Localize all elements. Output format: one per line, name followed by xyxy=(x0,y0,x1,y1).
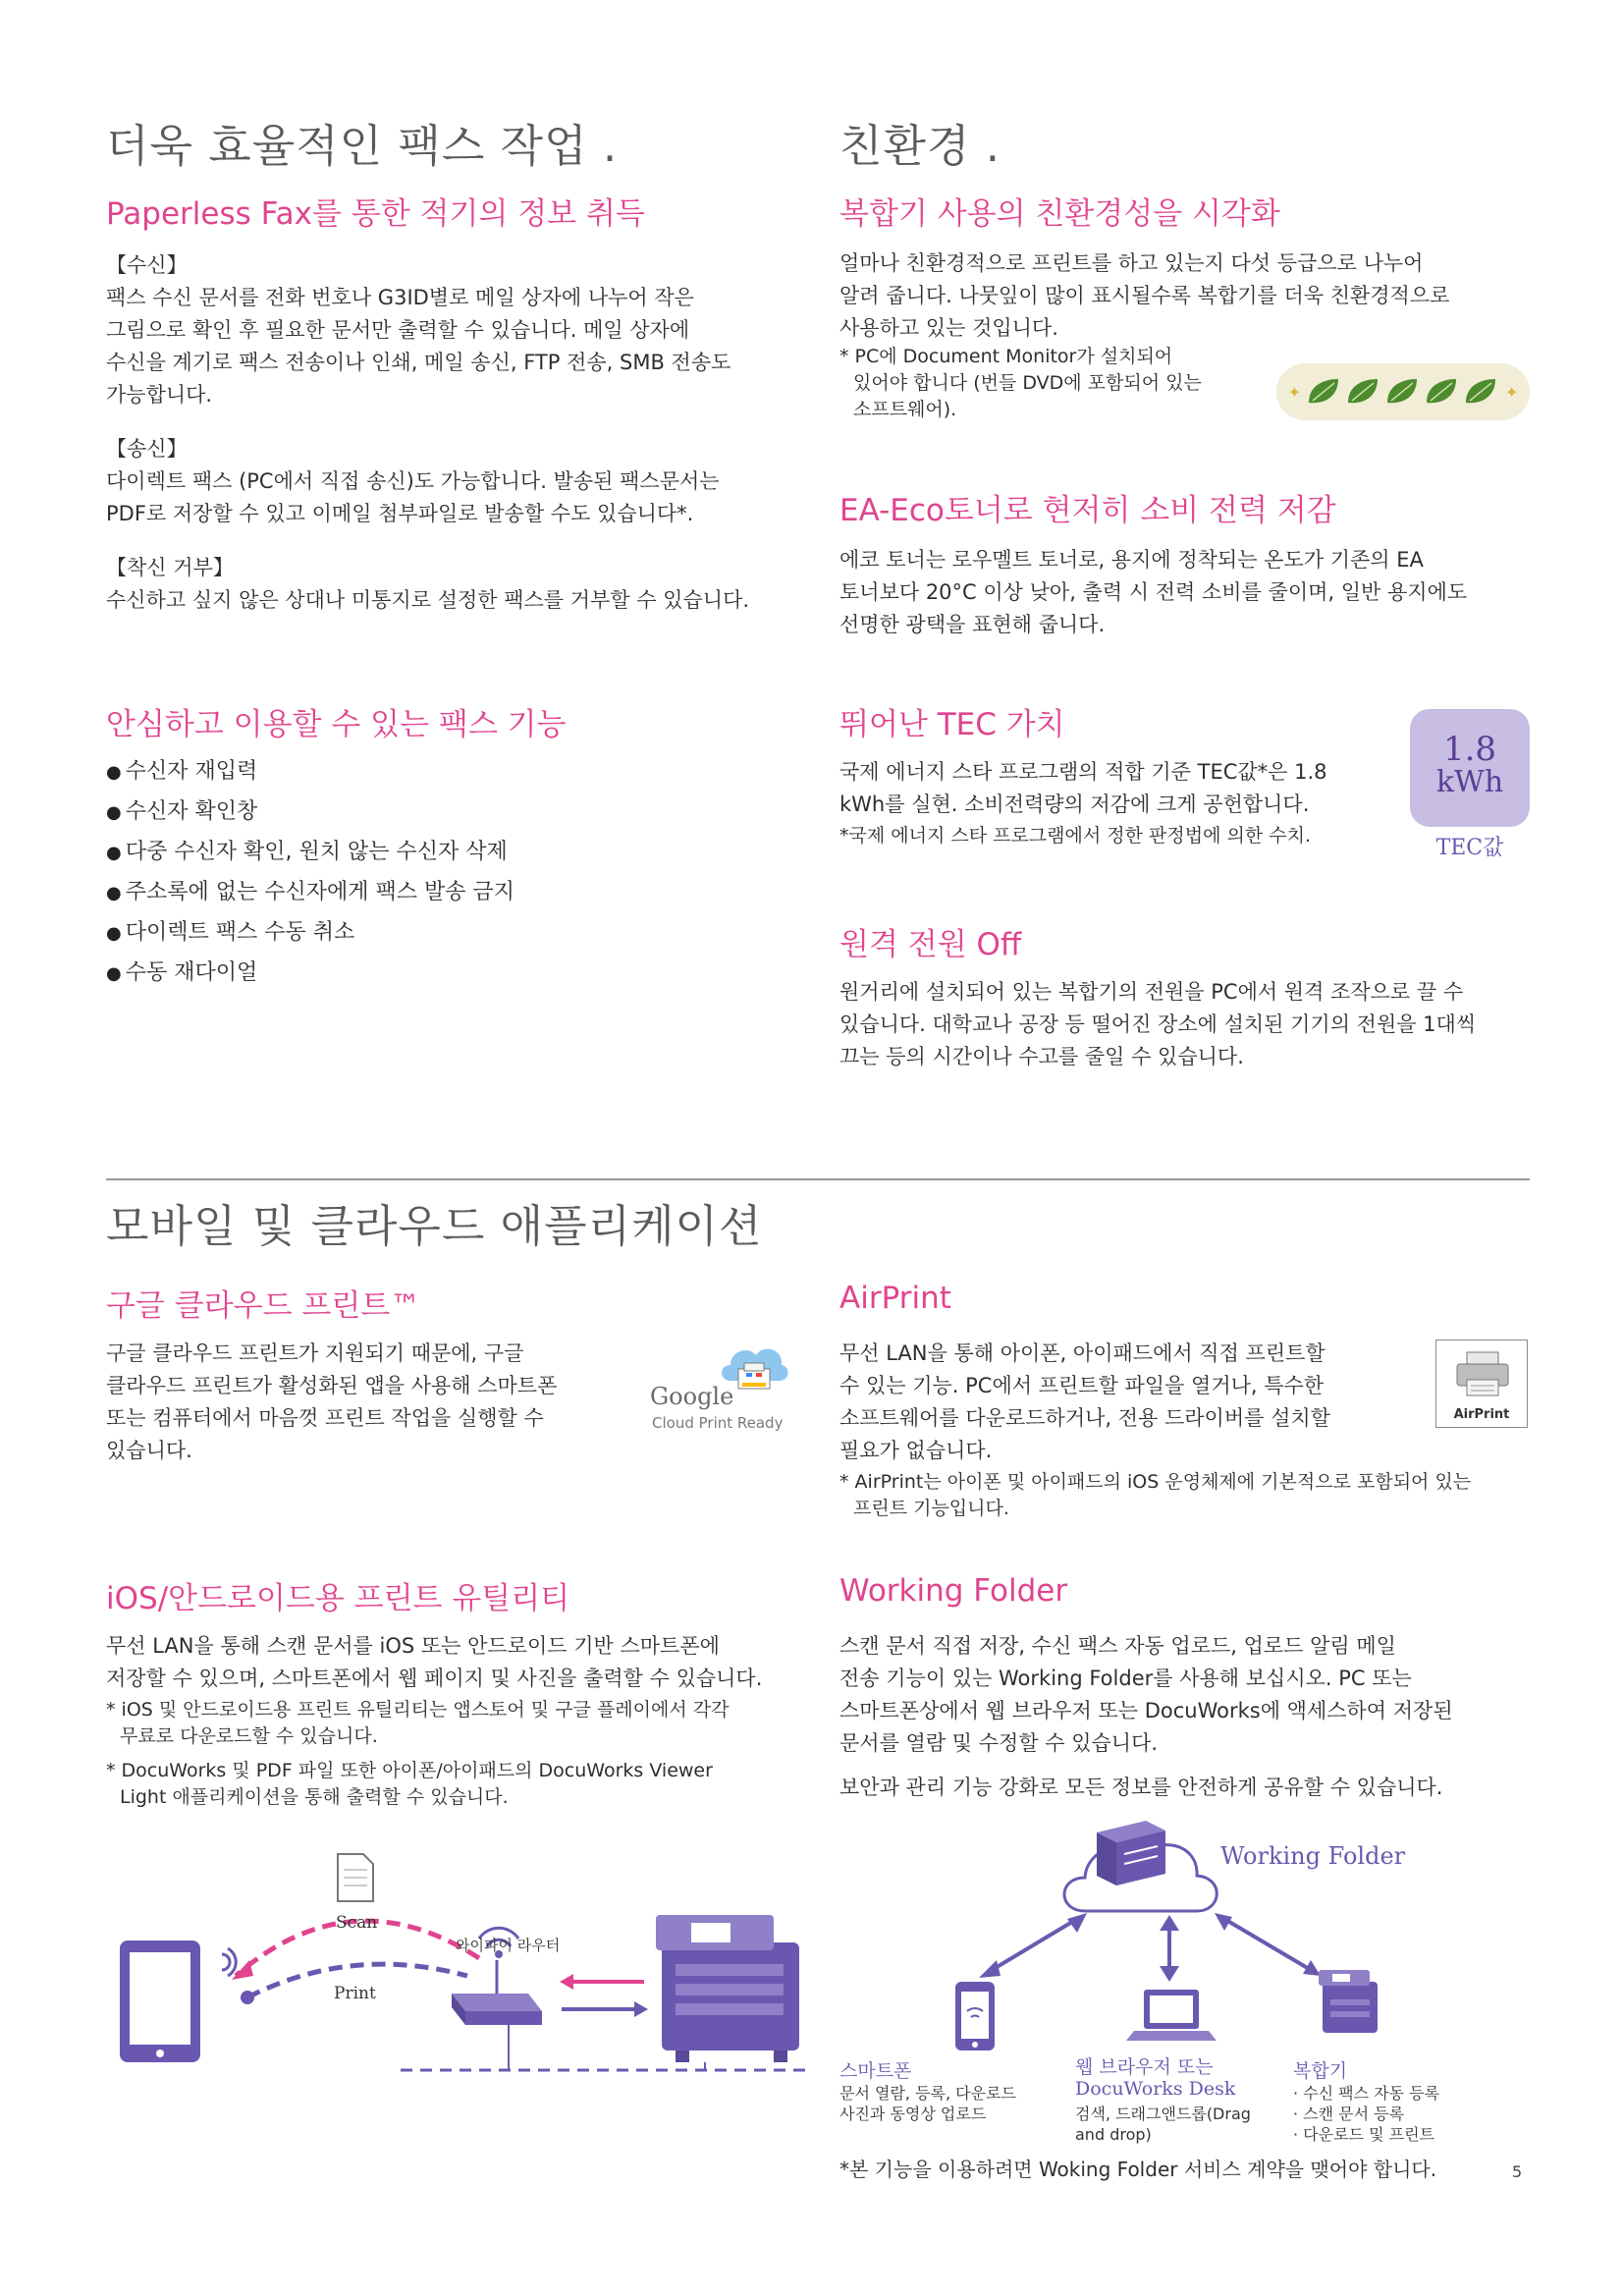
heading-tec: 뛰어난 TEC 가치 xyxy=(839,707,1065,742)
text-line: 무선 LAN을 통해 스캔 문서를 iOS 또는 안드로이드 기반 스마트폰에 xyxy=(106,1634,720,1658)
text-line: 있습니다. xyxy=(106,1439,192,1462)
safe-fax-list xyxy=(106,752,514,994)
text-line: * iOS 및 안드로이드용 프린트 유틸리티는 앱스토어 및 구글 플레이에서 각각 xyxy=(106,1699,730,1721)
page-number: 5 xyxy=(1512,2162,1523,2181)
airprint-logo xyxy=(1435,1339,1528,1428)
heading-airprint: AirPrint xyxy=(839,1281,951,1316)
text-line: 소프트웨어). xyxy=(853,399,957,420)
tec-unit: kWh xyxy=(1435,765,1504,799)
smartphone-title: 스마트폰 xyxy=(839,2060,912,2082)
heading-ios-android: iOS/안드로이드용 프린트 유틸리티 xyxy=(106,1581,570,1616)
server-icon xyxy=(1097,1821,1165,1886)
cloud-print-ready-text: Cloud Print Ready xyxy=(652,1414,784,1432)
list-item: ● 수신자 확인창 xyxy=(106,793,514,833)
wf-footnote: *본 기능을 이용하려면 Woking Folder 서비스 계약을 맺어야 합니다. xyxy=(839,2158,1437,2181)
text-line: 검색, 드래그앤드롭(Drag xyxy=(1075,2105,1251,2123)
text-line: 얼마나 친환경적으로 프린트를 하고 있는지 다섯 등급으로 나누어 xyxy=(839,251,1424,275)
text-line: 끄는 등의 시간이나 수고를 줄일 수 있습니다. xyxy=(839,1045,1244,1068)
print-label: Print xyxy=(334,1984,376,2003)
paperless-fax-text xyxy=(106,249,813,617)
heading-google-cloud-print: 구글 클라우드 프린트™ xyxy=(106,1288,421,1324)
gcp-text xyxy=(106,1338,636,1467)
recv-label: 【수신】 xyxy=(106,253,188,277)
text-line: 프린트 기능입니다. xyxy=(853,1498,1009,1519)
text-line: Light 애플리케이션을 통해 출력할 수 있습니다. xyxy=(120,1786,509,1808)
text-line: 문서 열람, 등록, 다운로드 xyxy=(839,2084,1016,2103)
tec-value: 1.8 xyxy=(1442,730,1497,769)
text-line: 다이렉트 팩스 (PC에서 직접 송신)도 가능합니다. 발송된 팩스문서는 xyxy=(106,469,720,493)
text-line: 수 있는 기능. PC에서 프린트할 파일을 열거나, 특수한 xyxy=(839,1374,1325,1397)
text-line: · 수신 팩스 자동 등록 xyxy=(1293,2084,1440,2103)
sparkle-icon: ✦ xyxy=(1505,382,1519,402)
eco-leaf-rating xyxy=(1276,363,1530,420)
list-item: ● 다중 수신자 확인, 원치 않는 수신자 삭제 xyxy=(106,833,514,873)
list-item: ● 수동 재다이얼 xyxy=(106,954,514,994)
web-title-line: 웹 브라우저 또는 xyxy=(1075,2056,1214,2078)
text-line: · 다운로드 및 프린트 xyxy=(1293,2125,1434,2144)
ios-note-2 xyxy=(106,1758,813,1811)
text-line: 소프트웨어를 다운로드하거나, 전용 드라이버를 설치할 xyxy=(839,1406,1330,1430)
reject-label: 【착신 거부】 xyxy=(106,556,234,579)
mfp-caption xyxy=(1293,2056,1519,2145)
leaf-icon xyxy=(1305,375,1501,409)
heading-eco-visual: 복합기 사용의 친환경성을 시각화 xyxy=(839,196,1280,232)
list-item: ● 다이렉트 팩스 수동 취소 xyxy=(106,913,514,954)
document-icon xyxy=(338,1854,373,1901)
eco-visual-note xyxy=(839,344,1271,423)
ios-note-1 xyxy=(106,1697,813,1750)
mobile-print-graphic xyxy=(106,1836,813,2131)
text-line: 에코 토너는 로우멜트 토너로, 용지에 정착되는 온도가 기존의 EA xyxy=(839,548,1424,572)
text-line: PDF로 저장할 수 있고 이메일 첨부파일로 발송할 수도 있습니다*. xyxy=(106,502,694,525)
airprint-note xyxy=(839,1469,1527,1522)
list-item: ● 주소록에 없는 수신자에게 팩스 발송 금지 xyxy=(106,873,514,913)
mfp-title: 복합기 xyxy=(1293,2060,1348,2082)
text-line: 가능합니다. xyxy=(106,383,213,407)
smartphone-icon xyxy=(955,1982,995,2050)
ea-eco-text xyxy=(839,544,1527,641)
text-line: 스캔 문서 직접 저장, 수신 팩스 자동 업로드, 업로드 알림 메일 xyxy=(839,1634,1396,1658)
tec-note: *국제 에너지 스타 프로그램에서 정한 판정법에 의한 수치. xyxy=(839,825,1311,847)
smartphone-caption xyxy=(839,2056,1055,2124)
text-line: 원거리에 설치되어 있는 복합기의 전원을 PC에서 원격 조작으로 끌 수 xyxy=(839,980,1464,1004)
text-line: 구글 클라우드 프린트가 지원되기 때문에, 구글 xyxy=(106,1341,524,1365)
tec-value-badge xyxy=(1410,709,1530,827)
heading-working-folder: Working Folder xyxy=(839,1573,1068,1609)
working-folder-diagram xyxy=(839,1813,1527,2144)
text-line: 수신을 계기로 팩스 전송이나 인쇄, 메일 송신, FTP 전송, SMB 전송도 xyxy=(106,351,731,374)
text-line: 저장할 수 있으며, 스마트폰에서 웹 페이지 및 사진을 출력할 수 있습니다. xyxy=(106,1667,763,1690)
text-line: * PC에 Document Monitor가 설치되어 xyxy=(839,346,1173,367)
text-line: * AirPrint는 아이폰 및 아이패드의 iOS 운영체제에 기본적으로 포함되어 있는 xyxy=(839,1471,1472,1493)
mobile-print-diagram xyxy=(106,1836,813,2131)
airprint-text xyxy=(839,1338,1389,1467)
text-line: 선명한 광택을 표현해 줍니다. xyxy=(839,613,1106,636)
text-line: 그림으로 확인 후 필요한 문서만 출력할 수 있습니다. 메일 상자에 xyxy=(106,318,690,342)
text-line: 또는 컴퓨터에서 마음껏 프린트 작업을 실행할 수 xyxy=(106,1406,544,1430)
text-line: 스마트폰상에서 웹 브라우저 또는 DocuWorks에 액세스하여 저장된 xyxy=(839,1699,1453,1722)
text-line: 있습니다. 대학교나 공장 등 떨어진 장소에 설치된 기기의 전원을 1대씩 xyxy=(839,1012,1477,1036)
sparkle-icon: ✦ xyxy=(1287,382,1301,402)
google-logo-word: Google xyxy=(650,1383,734,1410)
tec-caption: TEC값 xyxy=(1435,836,1504,860)
text-line: 알려 줍니다. 나뭇잎이 많이 표시될수록 복합기를 더욱 친환경적으로 xyxy=(839,284,1450,307)
text-line: 문서를 열람 및 수정할 수 있습니다. xyxy=(839,1731,1159,1755)
text-line: 필요가 없습니다. xyxy=(839,1439,993,1462)
wf-text xyxy=(839,1630,1527,1804)
heading-ea-eco: EA-Eco토너로 현저히 소비 전력 저감 xyxy=(839,493,1336,528)
web-caption xyxy=(1075,2056,1291,2145)
text-line: 토너보다 20°C 이상 낮아, 출력 시 전력 소비를 줄이며, 일반 용지에도 xyxy=(839,580,1468,604)
scan-label: Scan xyxy=(336,1913,378,1933)
text-line: 팩스 수신 문서를 전화 번호나 G3ID별로 메일 상자에 나누어 작은 xyxy=(106,286,694,309)
remote-power-text xyxy=(839,976,1527,1073)
section-title-fax: 더욱 효율적인 팩스 작업 . xyxy=(106,120,619,172)
airprint-logo-text: AirPrint xyxy=(1453,1407,1510,1422)
mfp-icon xyxy=(656,1915,799,2062)
text-line: 보안과 관리 기능 강화로 모든 정보를 안전하게 공유할 수 있습니다. xyxy=(839,1776,1443,1799)
heading-remote-power: 원격 전원 Off xyxy=(839,927,1022,962)
google-cloud-print-logo xyxy=(648,1338,795,1436)
text-line: 무료로 다운로드할 수 있습니다. xyxy=(120,1725,378,1747)
text-line: 국제 에너지 스타 프로그램의 적합 기준 TEC값*은 1.8 xyxy=(839,760,1327,784)
text-line: 있어야 합니다 (번들 DVD에 포함되어 있는 xyxy=(853,372,1202,394)
laptop-icon xyxy=(1126,1990,1217,2041)
text-line: 사진과 동영상 업로드 xyxy=(839,2105,987,2123)
text-line: * DocuWorks 및 PDF 파일 또한 아이폰/아이패드의 DocuWorks Viewer xyxy=(106,1760,713,1781)
text-line: and drop) xyxy=(1075,2125,1152,2144)
section-title-eco: 친환경 . xyxy=(839,120,1001,172)
heading-safe-fax: 안심하고 이용할 수 있는 팩스 기능 xyxy=(106,707,567,742)
text-line: 수신하고 싶지 않은 상대나 미통지로 설정한 팩스를 거부할 수 있습니다. xyxy=(106,588,750,612)
cloud-label: Working Folder xyxy=(1220,1842,1406,1870)
eco-visual-text xyxy=(839,247,1527,345)
text-line: 전송 기능이 있는 Working Folder를 사용해 보십시오. PC 또는 xyxy=(839,1667,1412,1690)
tablet-icon xyxy=(120,1941,200,2062)
ios-text xyxy=(106,1630,813,1695)
text-line: 사용하고 있는 것입니다. xyxy=(839,316,1058,340)
text-line: kWh를 실현. 소비전력량의 저감에 크게 공헌합니다. xyxy=(839,793,1310,816)
text-line: · 스캔 문서 등록 xyxy=(1293,2105,1405,2123)
tec-text xyxy=(839,756,1389,821)
web-title-line: DocuWorks Desk xyxy=(1075,2078,1236,2100)
send-label: 【송신】 xyxy=(106,437,188,461)
text-line: 클라우드 프린트가 활성화된 앱을 사용해 스마트폰 xyxy=(106,1374,558,1397)
mfp-icon xyxy=(1319,1970,1378,2033)
router-label: 와이파이 라우터 xyxy=(456,1937,561,1954)
section-divider xyxy=(106,1178,1530,1180)
heading-paperless-fax: Paperless Fax를 통한 적기의 정보 취득 xyxy=(106,196,645,232)
section-title-mobile: 모바일 및 클라우드 애플리케이션 xyxy=(106,1200,763,1252)
text-line: 무선 LAN을 통해 아이폰, 아이패드에서 직접 프린트할 xyxy=(839,1341,1325,1365)
list-item: ● 수신자 재입력 xyxy=(106,752,514,793)
printer-icon xyxy=(1453,1350,1512,1399)
